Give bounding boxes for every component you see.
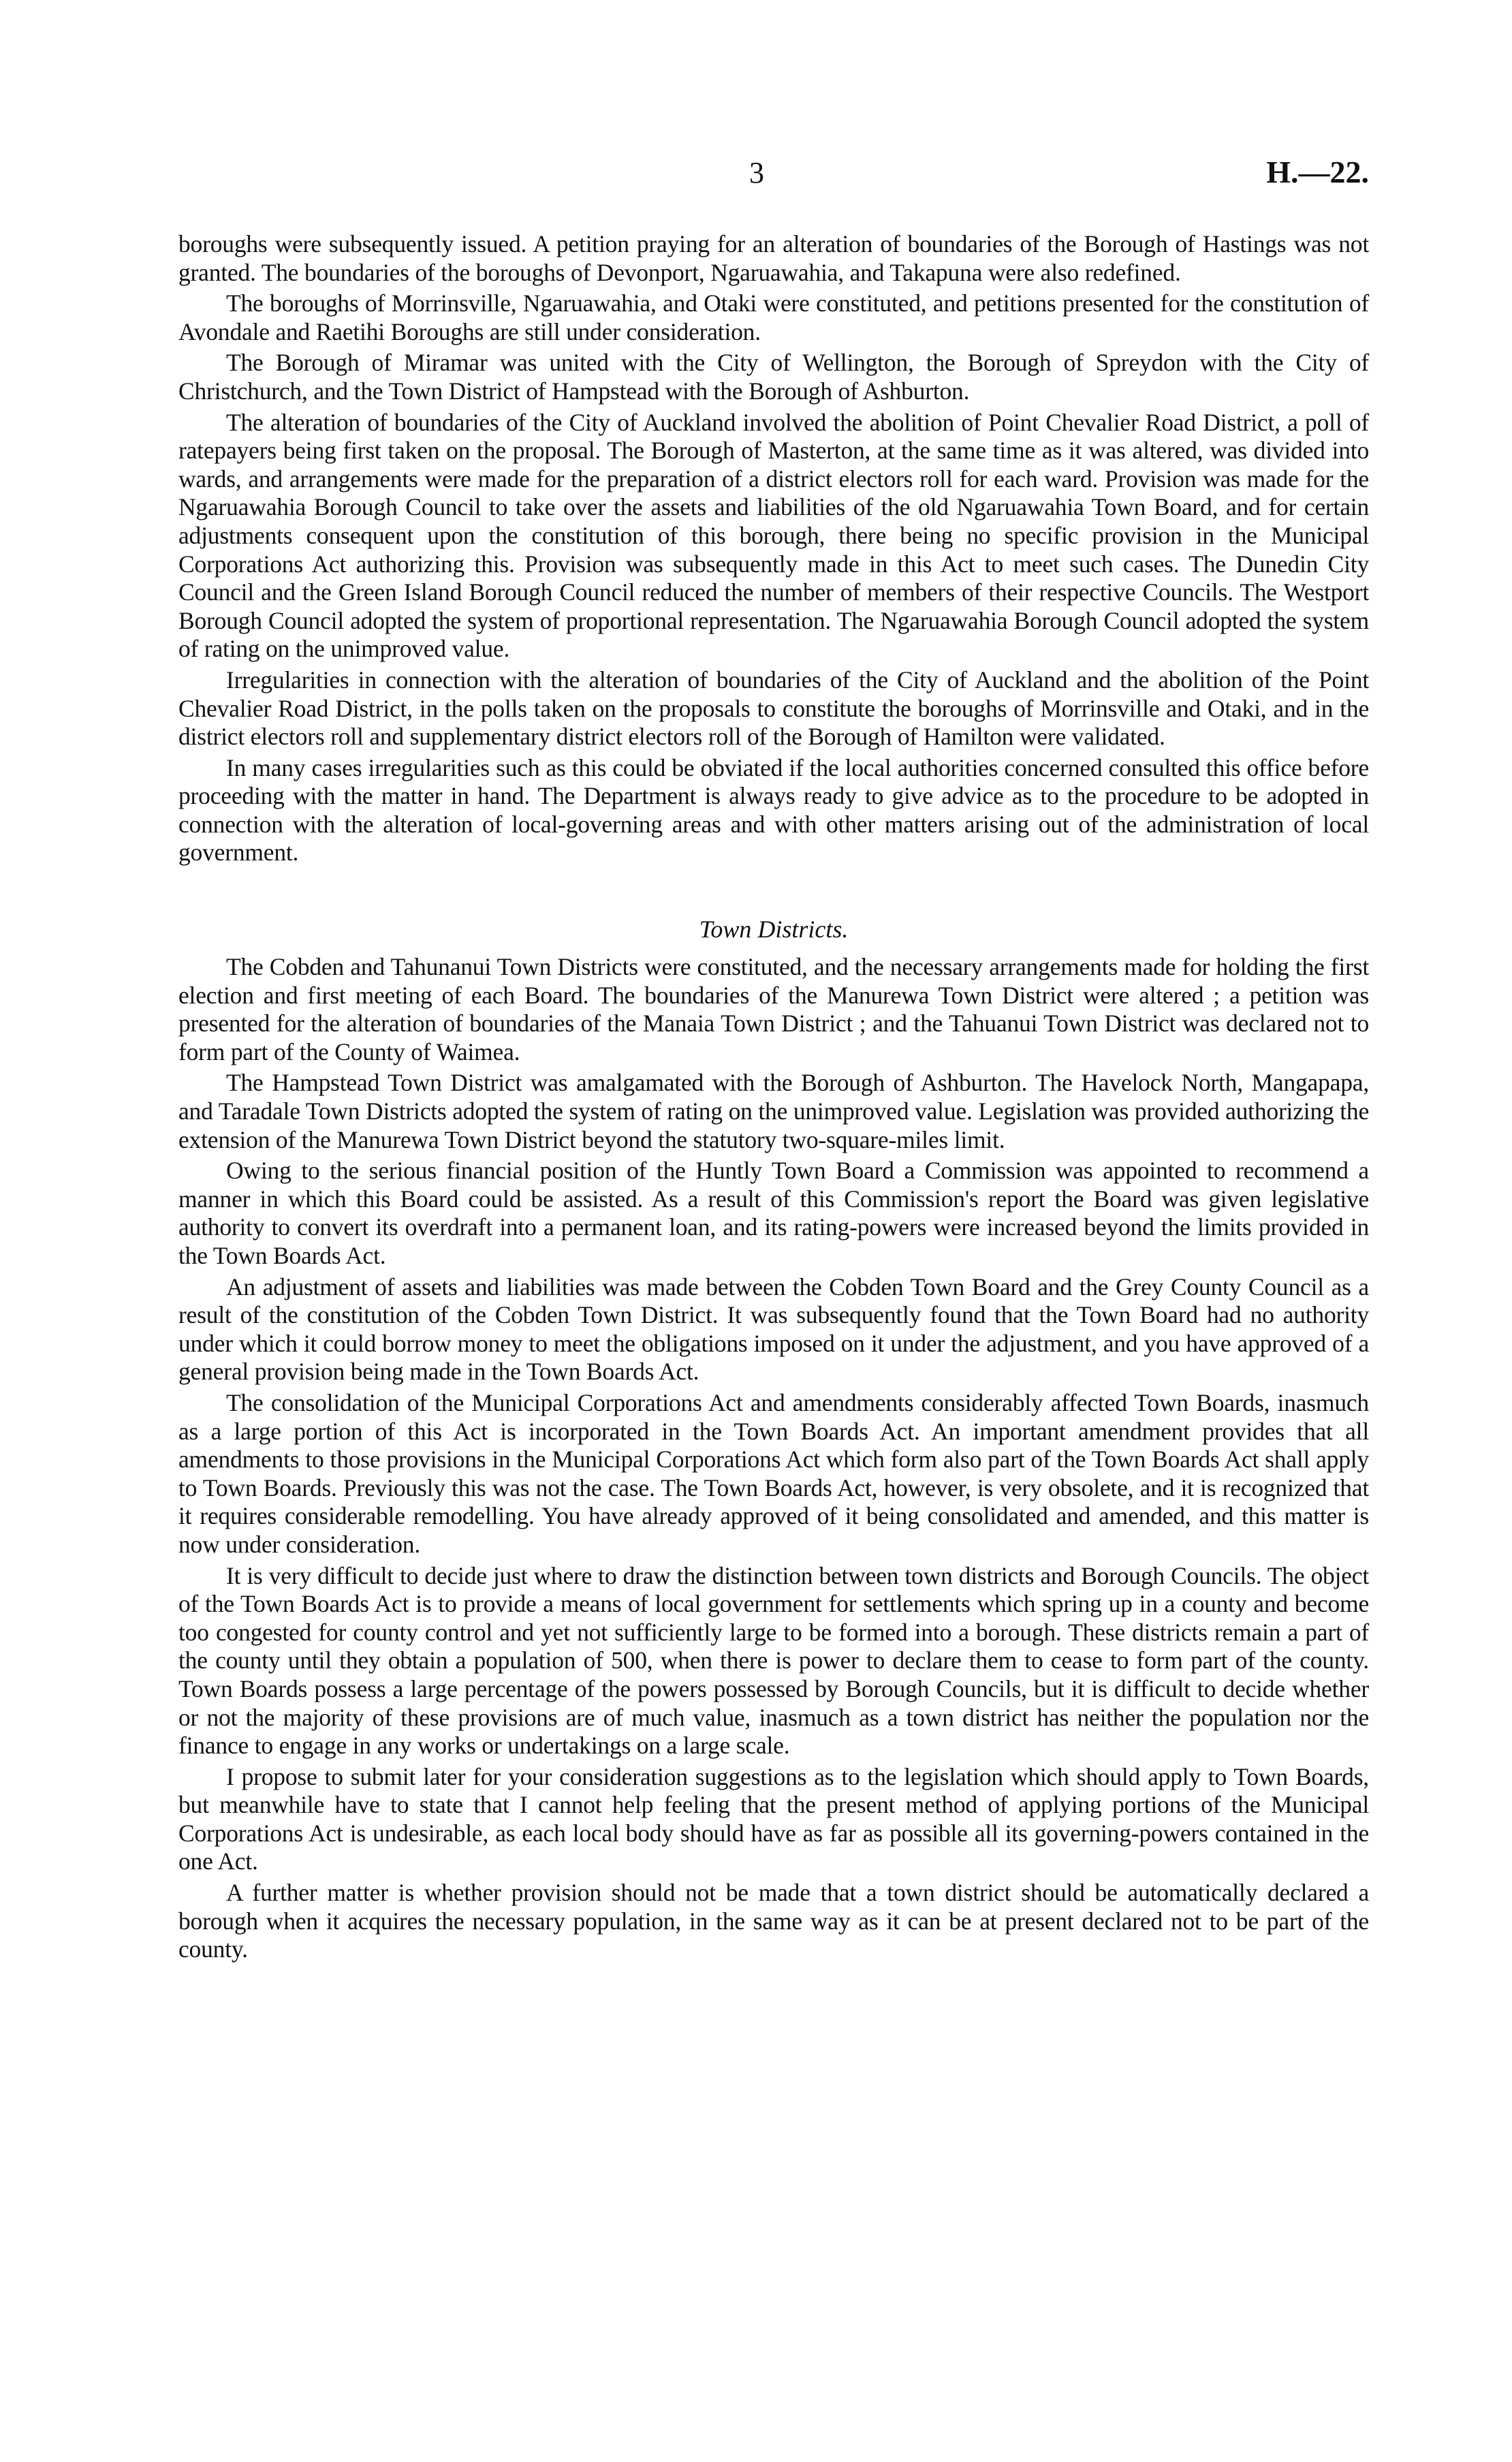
paragraph: A further matter is whether provision should not be made that a town district should be automatically declared a borough when it acquires the necessary population, in the same way as it can be at present declared not to be part of the county. (178, 1879, 1369, 1963)
document-reference: H.—22. (1266, 155, 1369, 189)
document-body (178, 230, 1369, 1967)
section-town-districts (178, 915, 1369, 1964)
paragraph: The Hampstead Town District was amalgamated with the Borough of Ashburton. The Havelock North, Mangapapa, and Taradale Town Districts adopted the system of rating on the unimproved value. Legislation was provided authorizing the extension of the Manurewa Town District beyond the statutory two-square-miles limit. (178, 1069, 1369, 1153)
paragraph: boroughs were subsequently issued. A petition praying for an alteration of boundaries of the Borough of Hastings was not granted. The boundaries of the boroughs of Devonport, Ngaruawahia, and Takapuna were also redefined. (178, 230, 1369, 286)
paragraph: The boroughs of Morrinsville, Ngaruawahia, and Otaki were constituted, and petitions presented for the constitution of Avondale and Raetihi Boroughs are still under consideration. (178, 290, 1369, 345)
paragraph: The consolidation of the Municipal Corporations Act and amendments considerably affected Town Boards, inasmuch as a large portion of this Act is incorporated in the Town Boards Act. An important amendment provides that all amendments to those provisions in the Municipal Corporations Act which form also part of the Town Boards Act shall apply to Town Boards. Previously this was not the case. The Town Boards Act, however, is very obsolete, and it is recognized that it requires considerable remodelling. You have already approved of it being consolidated and amended, and this matter is now under consideration. (178, 1388, 1369, 1558)
paragraph: It is very difficult to decide just where to draw the distinction between town districts and Borough Councils. The object of the Town Boards Act is to provide a means of local government for settlements which spring up in a county and become too congested for county control and yet not sufficiently large to be formed into a borough. These districts remain a part of the county until they obtain a population of 500, when there is power to declare them to cease to form part of the county. Town Boards possess a large percentage of the powers possessed by Borough Councils, but it is difficult to decide whether or not the majority of these provisions are of much value, inasmuch as a town district has neither the population nor the finance to engage in any works or undertakings on a large scale. (178, 1561, 1369, 1760)
section-heading: Town Districts. (699, 916, 849, 944)
paragraph: An adjustment of assets and liabilities was made between the Cobden Town Board and the Grey County Council as a result of the constitution of the Cobden Town District. It was subsequently found that the Town Board had no authority under which it could borrow money to meet the obligations imposed on it under the adjustment, and you have approved of a general provision being made in the Town Boards Act. (178, 1273, 1369, 1386)
paragraph: In many cases irregularities such as this could be obviated if the local authorities concerned consulted this office before proceeding with the matter in hand. The Department is always ready to give advice as to the procedure to be adopted in connection with the alteration of local-governing areas and with other matters arising out of the administration of local government. (178, 753, 1369, 867)
paragraph: The Cobden and Tahunanui Town Districts were constituted, and the necessary arrangements made for holding the first election and first meeting of each Board. The boundaries of the Manurewa Town District were altered ; a petition was presented for the alteration of boundaries of the Manaia Town District ; and the Tahuanui Town District was declared not to form part of the County of Waimea. (178, 953, 1369, 1065)
section-boroughs (178, 230, 1369, 867)
page-number: 3 (749, 156, 764, 189)
paragraph: The alteration of boundaries of the City of Auckland involved the abolition of Point Chevalier Road District, a poll of ratepayers being first taken on the proposal. The Borough of Masterton, at the same time as it was altered, was divided into wards, and arrangements were made for the preparation of a district electors roll for each ward. Provision was made for the Ngaruawahia Borough Council to take over the assets and liabilities of the old Ngaruawahia Town Board, and for certain adjustments consequent upon the constitution of this borough, there being no specific provision in the Municipal Corporations Act authorizing this. Provision was subsequently made in this Act to meet such cases. The Dunedin City Council and the Green Island Borough Council reduced the number of members of their respective Councils. The Westport Borough Council adopted the system of proportional representation. The Ngaruawahia Borough Council adopted the system of rating on the unimproved value. (178, 408, 1369, 663)
paragraph: The Borough of Miramar was united with the City of Wellington, the Borough of Spreydon with the City of Christchurch, and the Town District of Hampstead with the Borough of Ashburton. (178, 349, 1369, 405)
paragraph: Irregularities in connection with the alteration of boundaries of the City of Auckland and the abolition of the Point Chevalier Road District, in the polls taken on the proposals to constitute the boroughs of Morrinsville and Otaki, and in the district electors roll and supplementary district electors roll of the Borough of Hamilton were validated. (178, 666, 1369, 751)
paragraph: I propose to submit later for your consideration suggestions as to the legislation which should apply to Town Boards, but meanwhile have to state that I cannot help feeling that the present method of applying portions of the Municipal Corporations Act is undesirable, as each local body should have as far as possible all its governing-powers contained in the one Act. (178, 1762, 1369, 1875)
paragraph: Owing to the serious financial position of the Huntly Town Board a Commission was appointed to recommend a manner in which this Board could be assisted. As a result of this Commission's report the Board was given legislative authority to convert its overdraft into a permanent loan, and its rating-powers were increased beyond the limits provided in the Town Boards Act. (178, 1157, 1369, 1269)
